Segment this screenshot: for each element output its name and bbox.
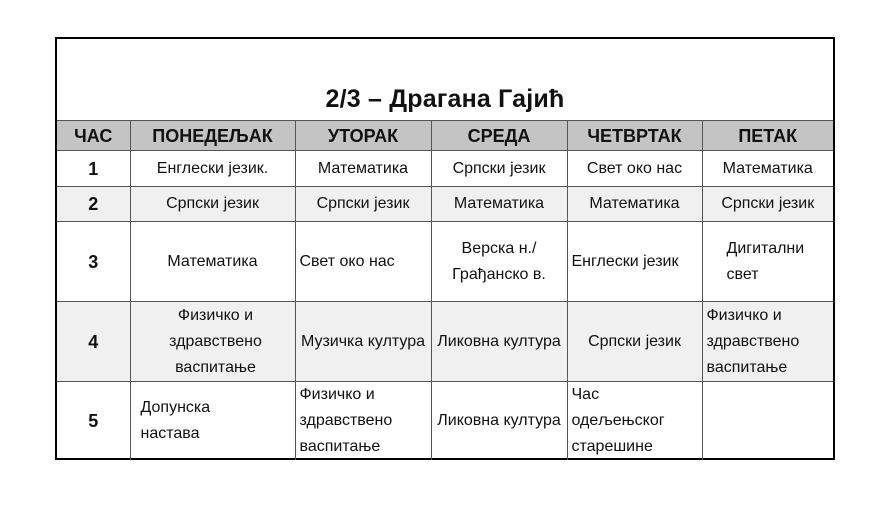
- table-row: [57, 187, 833, 222]
- period-number: 1: [57, 151, 130, 187]
- period-number: 3: [57, 222, 130, 302]
- table-cell: [702, 382, 833, 461]
- table-cell: Свет око нас: [567, 151, 702, 187]
- table-cell: Математика: [295, 151, 431, 187]
- header-monday: ПОНЕДЕЉАК: [130, 121, 295, 151]
- period-number: 5: [57, 382, 130, 461]
- title-area: [57, 39, 833, 120]
- schedule-title: 2/3 – Драгана Гајић: [325, 85, 565, 113]
- table-cell: Српски језик: [567, 302, 702, 382]
- table-row: [57, 151, 833, 187]
- table-cell: Енглески језик.: [130, 151, 295, 187]
- table-cell: Енглески језик: [567, 222, 702, 302]
- header-period: ЧАС: [57, 121, 130, 151]
- table-cell: Ликовна култура: [431, 382, 567, 461]
- schedule-table: [57, 120, 833, 460]
- table-cell: Физичко и здравствено васпитање: [130, 302, 295, 382]
- table-row: [57, 222, 833, 302]
- table-cell: Физичко и здравствено васпитање: [702, 302, 833, 382]
- period-number: 4: [57, 302, 130, 382]
- table-cell: Музичка култура: [295, 302, 431, 382]
- table-cell: Дигитални свет: [702, 222, 833, 302]
- header-row: [57, 121, 833, 151]
- header-wednesday: СРЕДА: [431, 121, 567, 151]
- table-cell: Математика: [431, 187, 567, 222]
- header-thursday: ЧЕТВРТАК: [567, 121, 702, 151]
- table-cell: Верска н./Грађанско в.: [431, 222, 567, 302]
- schedule-frame: [55, 37, 835, 460]
- table-cell: Српски језик: [702, 187, 833, 222]
- table-cell: Српски језик: [431, 151, 567, 187]
- table-cell: Час одељењског старешине: [567, 382, 702, 461]
- table-cell: Свет око нас: [295, 222, 431, 302]
- table-cell: Ликовна култура: [431, 302, 567, 382]
- header-tuesday: УТОРАК: [295, 121, 431, 151]
- table-cell: Математика: [702, 151, 833, 187]
- table-cell: Математика: [567, 187, 702, 222]
- table-cell: Математика: [130, 222, 295, 302]
- table-cell: Физичко и здравствено васпитање: [295, 382, 431, 461]
- period-number: 2: [57, 187, 130, 222]
- table-cell: Допунска настава: [130, 382, 295, 461]
- header-friday: ПЕТАК: [702, 121, 833, 151]
- table-cell: Српски језик: [295, 187, 431, 222]
- table-row: [57, 382, 833, 461]
- table-cell: Српски језик: [130, 187, 295, 222]
- table-row: [57, 302, 833, 382]
